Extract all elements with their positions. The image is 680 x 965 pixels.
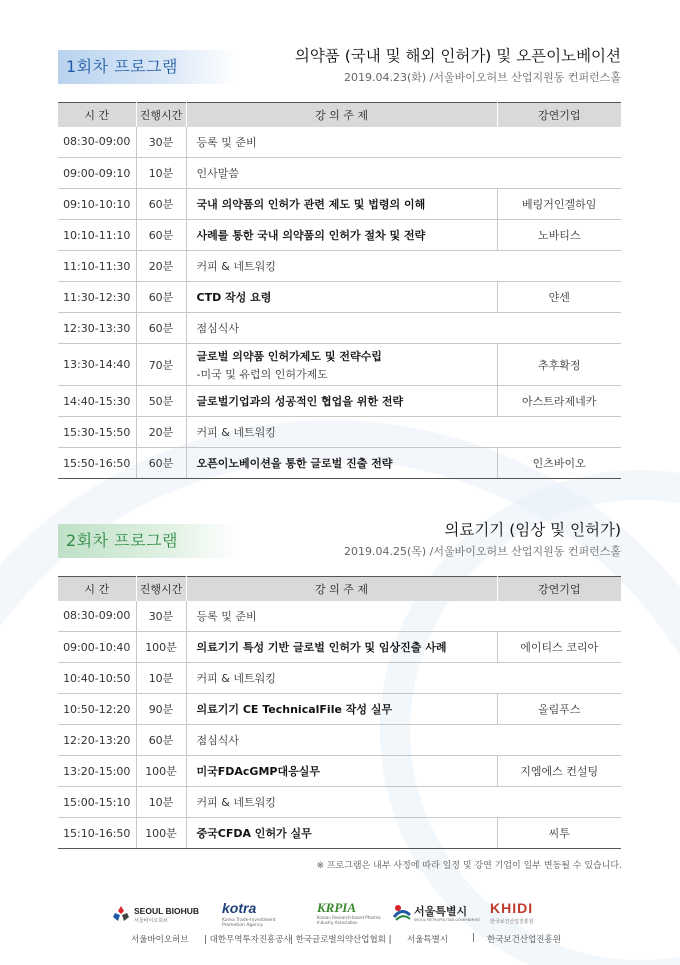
seoul-biohub-logo-text: SEOUL BIOHUB xyxy=(134,906,200,916)
header-company: 강연기업 xyxy=(537,582,581,596)
session-topic xyxy=(186,189,497,220)
session-topic xyxy=(186,282,497,313)
session-duration: 10분 xyxy=(136,787,186,818)
session-duration: 90분 xyxy=(136,694,186,725)
table-row xyxy=(58,417,621,448)
program-1-badge: 1회차 프로그램 xyxy=(58,50,238,84)
program-2-header xyxy=(58,518,621,576)
krpia-logo xyxy=(317,900,387,930)
session-time: 08:30-09:00 xyxy=(58,127,136,158)
session-topic xyxy=(186,386,497,417)
program-2-title: 의료기기 (임상 및 인허가) xyxy=(444,521,621,539)
session-topic: 커피 & 네트워킹 xyxy=(186,787,621,818)
session-duration: 50분 xyxy=(136,386,186,417)
session-time: 11:10-11:30 xyxy=(58,251,136,282)
footer-item: 한국보건산업진흥원 xyxy=(487,935,561,945)
session-time: 10:40-10:50 xyxy=(58,663,136,694)
header-time: 시 간 xyxy=(58,577,136,601)
session-duration: 30분 xyxy=(136,127,186,158)
kotra-logo-text: kotra xyxy=(222,900,257,916)
session-topic: 점심식사 xyxy=(186,725,621,756)
table-row xyxy=(58,725,621,756)
session-topic: 커피 & 네트워킹 xyxy=(186,417,621,448)
session-time: 10:50-12:20 xyxy=(58,694,136,725)
session-company: 노바티스 xyxy=(497,220,621,251)
table-row xyxy=(58,220,621,251)
program-2-section xyxy=(58,518,621,849)
session-topic-text: 오픈이노베이션을 통한 글로벌 진출 전략 xyxy=(196,457,393,470)
seoul-city-logo-sub: SEOUL METROPOLITAN GOVERNMENT xyxy=(414,918,481,922)
session-time: 15:50-16:50 xyxy=(58,448,136,479)
session-topic-text: 글로벌기업과의 성공적인 협업을 위한 전략 xyxy=(196,395,404,408)
session-topic-text: 미국FDAcGMP대응실무 xyxy=(196,765,320,778)
table-row xyxy=(58,663,621,694)
session-duration: 10분 xyxy=(136,158,186,189)
table-row xyxy=(58,787,621,818)
program-2-subtitle: 2019.04.25(목) /서울바이오허브 산업지원동 컨퍼런스홀 xyxy=(343,545,621,558)
program-1-section xyxy=(58,44,621,479)
header-topic: 강 의 주 제 xyxy=(186,577,497,601)
table-row xyxy=(58,313,621,344)
krpia-logo-text: KRPIA xyxy=(317,900,357,915)
program-2-badge: 2회차 프로그램 xyxy=(58,524,238,558)
session-time: 15:10-16:50 xyxy=(58,818,136,849)
table-row xyxy=(58,251,621,282)
session-topic-text: 중국CFDA 인허가 실무 xyxy=(196,827,312,840)
session-duration: 60분 xyxy=(136,282,186,313)
krpia-logo-sub: Korean Research-based Pharma Industry Association xyxy=(317,915,381,925)
table-row xyxy=(58,282,621,313)
kotra-logo-sub: Korea Trade-Investment Promotion Agency xyxy=(222,918,276,928)
khidi-logo-text: KHIDI xyxy=(490,900,534,916)
session-topic-text: 사례를 통한 국내 의약품의 인허가 절차 및 전략 xyxy=(196,229,426,242)
footer-item: | xyxy=(472,933,475,943)
session-time: 10:10-11:10 xyxy=(58,220,136,251)
session-time: 12:30-13:30 xyxy=(58,313,136,344)
session-company: 에이티스 코리아 xyxy=(497,632,621,663)
session-time: 15:00-15:10 xyxy=(58,787,136,818)
kotra-logo xyxy=(222,900,302,930)
program-1-header xyxy=(58,44,621,102)
session-topic-text: 의료기기 CE TechnicalFile 작성 실무 xyxy=(196,703,393,716)
session-company: 올림푸스 xyxy=(497,694,621,725)
footer-item: | 한국글로벌의약산업협회 | xyxy=(290,935,392,945)
seoul-biohub-logo-sub: 서울바이오허브 xyxy=(134,918,168,924)
session-time: 13:20-15:00 xyxy=(58,756,136,787)
table-row xyxy=(58,448,621,479)
session-time: 08:30-09:00 xyxy=(58,601,136,632)
table-header-row xyxy=(58,103,621,127)
program-1-table xyxy=(58,102,621,479)
session-duration: 70분 xyxy=(136,344,186,386)
table-row xyxy=(58,344,621,386)
header-topic: 강 의 주 제 xyxy=(186,103,497,127)
session-time: 09:00-09:10 xyxy=(58,158,136,189)
seoul-biohub-logo xyxy=(112,900,202,930)
session-company: 인츠바이오 xyxy=(497,448,621,479)
header-time: 시 간 xyxy=(58,103,136,127)
session-topic: 커피 & 네트워킹 xyxy=(186,251,621,282)
session-company: 지엠에스 컨설팅 xyxy=(497,756,621,787)
session-duration: 100분 xyxy=(136,756,186,787)
session-duration: 60분 xyxy=(136,220,186,251)
header-company: 강연기업 xyxy=(537,108,581,122)
session-company: 아스트라제네카 xyxy=(497,386,621,417)
session-topic: 등록 및 준비 xyxy=(186,601,621,632)
session-company: 추후확정 xyxy=(497,344,621,386)
seoul-city-logo xyxy=(392,900,481,930)
session-duration: 60분 xyxy=(136,189,186,220)
sponsor-logos xyxy=(112,900,572,930)
session-topic: 인사말씀 xyxy=(186,158,621,189)
session-topic: 등록 및 준비 xyxy=(186,127,621,158)
session-topic xyxy=(186,756,497,787)
session-time: 11:30-12:30 xyxy=(58,282,136,313)
khidi-logo xyxy=(490,900,570,930)
session-company: 얀센 xyxy=(497,282,621,313)
program-2-table xyxy=(58,576,621,849)
session-topic xyxy=(186,632,497,663)
seoul-biohub-icon xyxy=(112,905,130,923)
table-header-row xyxy=(58,577,621,601)
footer-item: 서울바이오허브 xyxy=(131,935,189,945)
program-1-title: 의약품 (국내 및 해외 인허가) 및 오픈이노베이션 xyxy=(294,47,621,65)
session-topic xyxy=(186,220,497,251)
session-duration: 100분 xyxy=(136,632,186,663)
session-time: 12:20-13:20 xyxy=(58,725,136,756)
session-topic xyxy=(186,694,497,725)
seoul-city-logo-text: 서울특별시 xyxy=(414,906,468,918)
session-topic-text: CTD 작성 요령 xyxy=(196,291,272,304)
session-company: 씨투 xyxy=(497,818,621,849)
session-topic: 커피 & 네트워킹 xyxy=(186,663,621,694)
session-topic-subline: -미국 및 유럽의 인허가제도 xyxy=(196,367,328,381)
seoul-city-icon xyxy=(392,903,412,921)
table-row xyxy=(58,694,621,725)
table-row xyxy=(58,158,621,189)
session-duration: 20분 xyxy=(136,417,186,448)
session-time: 09:00-10:40 xyxy=(58,632,136,663)
table-row xyxy=(58,386,621,417)
session-duration: 30분 xyxy=(136,601,186,632)
session-time: 09:10-10:10 xyxy=(58,189,136,220)
session-duration: 20분 xyxy=(136,251,186,282)
session-topic-text: 국내 의약품의 인허가 관련 제도 및 법령의 이해 xyxy=(196,198,426,211)
session-duration: 60분 xyxy=(136,725,186,756)
session-duration: 60분 xyxy=(136,448,186,479)
schedule-change-note: ※ 프로그램은 내부 사정에 따라 일정 및 강연 기업이 일부 변동될 수 있습니다. xyxy=(316,861,622,871)
session-topic xyxy=(186,818,497,849)
session-duration: 60분 xyxy=(136,313,186,344)
header-duration: 진행시간 xyxy=(136,577,186,601)
session-topic xyxy=(186,448,497,479)
table-row xyxy=(58,189,621,220)
table-row xyxy=(58,127,621,158)
session-time: 13:30-14:40 xyxy=(58,344,136,386)
session-topic xyxy=(186,344,497,386)
session-topic-text: 의료기기 특성 기반 글로벌 인허가 및 임상진출 사례 xyxy=(196,641,447,654)
program-1-subtitle: 2019.04.23(화) /서울바이오허브 산업지원동 컨퍼런스홀 xyxy=(343,71,621,84)
header-duration: 진행시간 xyxy=(136,103,186,127)
session-topic-text: 글로벌 의약품 인허가제도 및 전략수립 xyxy=(196,349,382,363)
table-row xyxy=(58,632,621,663)
table-row xyxy=(58,601,621,632)
footer-item: | 대한무역투자진흥공사 xyxy=(204,935,292,945)
session-time: 15:30-15:50 xyxy=(58,417,136,448)
session-duration: 100분 xyxy=(136,818,186,849)
table-row xyxy=(58,818,621,849)
session-company: 베링거인겔하임 xyxy=(497,189,621,220)
session-duration: 10분 xyxy=(136,663,186,694)
session-topic: 점심식사 xyxy=(186,313,621,344)
table-row xyxy=(58,756,621,787)
khidi-logo-sub: 한국보건산업진흥원 xyxy=(490,919,534,925)
footer-item: 서울특별시 xyxy=(407,935,449,945)
session-time: 14:40-15:30 xyxy=(58,386,136,417)
